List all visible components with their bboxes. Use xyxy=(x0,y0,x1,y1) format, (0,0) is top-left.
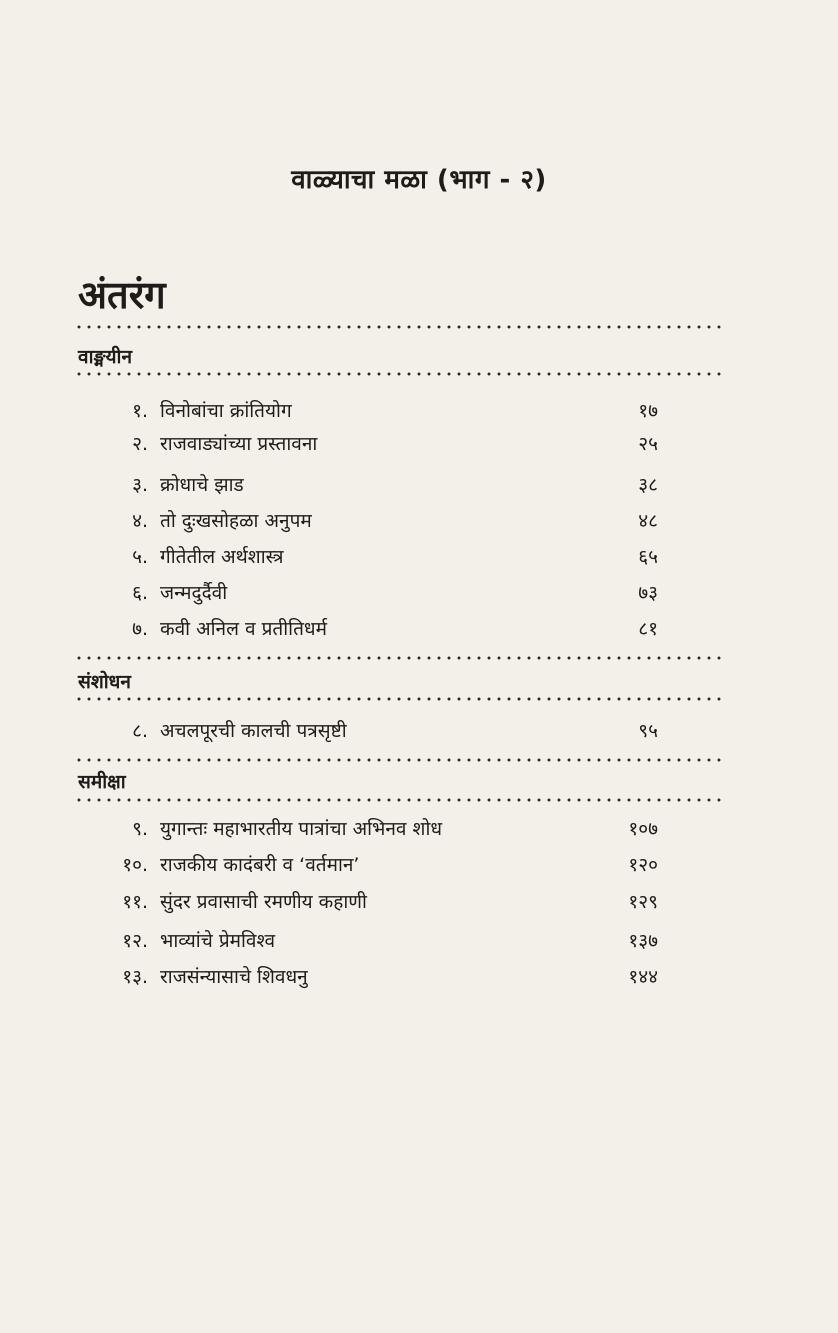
toc-entry xyxy=(0,430,838,460)
dotted-divider xyxy=(74,758,726,762)
toc-entry xyxy=(0,888,838,918)
entry-number: २. xyxy=(132,433,148,455)
entry-page: १७ xyxy=(638,400,658,422)
entry-number: ६. xyxy=(132,582,148,604)
toc-entry xyxy=(0,963,838,993)
entry-number: १३. xyxy=(122,966,148,988)
entry-page: १२० xyxy=(628,854,658,876)
entry-number: १. xyxy=(132,400,148,422)
entry-number: १०. xyxy=(122,854,148,876)
entry-number: ८. xyxy=(132,720,148,742)
entry-title: अचलपूरची कालची पत्रसृष्टी xyxy=(160,720,347,742)
entry-page: १०७ xyxy=(628,818,658,840)
entry-title: कवी अनिल व प्रतीतिधर्म xyxy=(160,618,327,640)
entry-title: विनोबांचा क्रांतियोग xyxy=(160,400,292,422)
dotted-divider xyxy=(74,656,726,660)
toc-entry xyxy=(0,397,838,427)
toc-entry xyxy=(0,815,838,845)
toc-entry xyxy=(0,543,838,573)
toc-entry xyxy=(0,579,838,609)
entry-title: युगान्तः महाभारतीय पात्रांचा अभिनव शोध xyxy=(160,818,443,840)
toc-entry xyxy=(0,717,838,747)
entry-number: ७. xyxy=(132,618,148,640)
entry-page: २५ xyxy=(638,433,658,455)
dotted-divider xyxy=(74,325,726,329)
entry-number: ४. xyxy=(132,510,148,532)
toc-entry xyxy=(0,615,838,645)
entry-page: ९५ xyxy=(638,720,658,742)
entry-page: ४८ xyxy=(638,510,658,532)
entry-page: ३८ xyxy=(638,474,658,496)
entry-title: राजवाड्यांच्या प्रस्तावना xyxy=(160,433,318,455)
dotted-divider xyxy=(74,798,726,802)
entry-number: ५. xyxy=(132,546,148,568)
entry-title: सुंदर प्रवासाची रमणीय कहाणी xyxy=(160,891,367,913)
section-title-samiksha: समीक्षा xyxy=(78,771,126,793)
section-title-vangmayin: वाङ्मयीन xyxy=(78,346,132,368)
entry-page: १४४ xyxy=(628,966,658,988)
toc-entry xyxy=(0,471,838,501)
entry-number: १२. xyxy=(122,930,148,952)
entry-page: ७३ xyxy=(638,582,658,604)
entry-title: जन्मदुर्दैवी xyxy=(160,582,228,604)
entry-title: राजकीय कादंबरी व ‘वर्तमान’ xyxy=(160,854,360,876)
entry-number: ११. xyxy=(122,891,148,913)
dotted-divider xyxy=(74,372,726,376)
entry-number: ३. xyxy=(132,474,148,496)
entry-title: क्रोधाचे झाड xyxy=(160,474,244,496)
section-title-sanshodhan: संशोधन xyxy=(78,671,131,693)
toc-entry xyxy=(0,851,838,881)
book-title: वाळ्याचा मळा (भाग - २) xyxy=(291,165,547,195)
toc-entry xyxy=(0,927,838,957)
entry-number: ९. xyxy=(132,818,148,840)
entry-page: ८१ xyxy=(638,618,658,640)
entry-page: १३७ xyxy=(628,930,658,952)
entry-title: भाव्यांचे प्रेमविश्व xyxy=(160,930,276,952)
entry-page: ६५ xyxy=(638,546,658,568)
dotted-divider xyxy=(74,697,726,701)
entry-page: १२९ xyxy=(628,891,658,913)
entry-title: गीतेतील अर्थशास्त्र xyxy=(160,546,284,568)
toc-heading: अंतरंग xyxy=(78,272,166,317)
entry-title: राजसंन्यासाचे शिवधनु xyxy=(160,966,308,988)
entry-title: तो दुःखसोहळा अनुपम xyxy=(160,510,312,532)
toc-entry xyxy=(0,507,838,537)
